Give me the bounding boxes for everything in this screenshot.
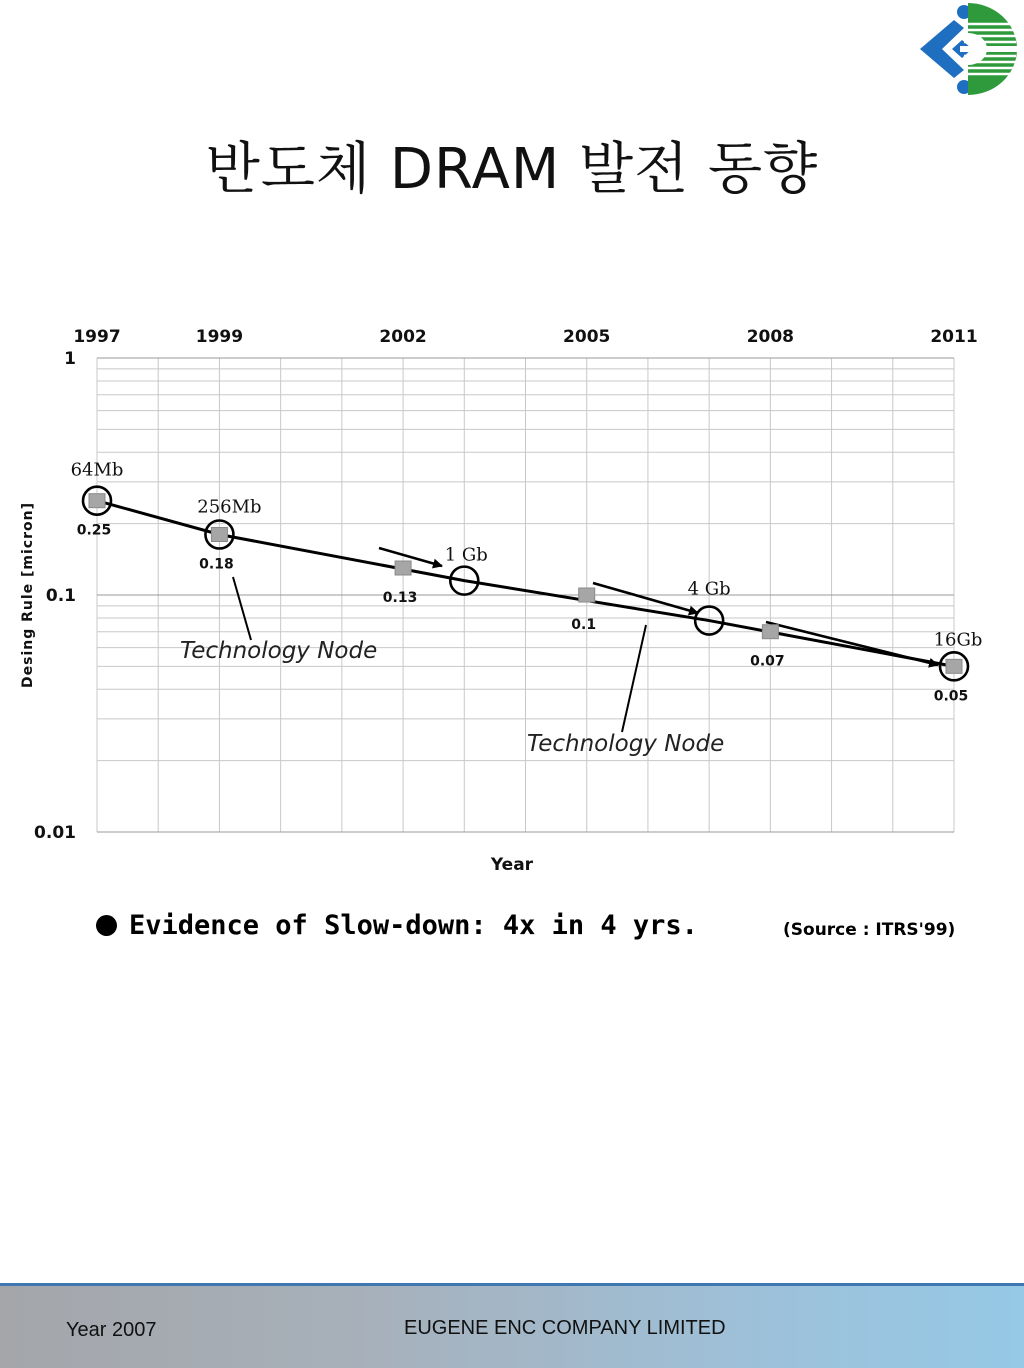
design-rule-value-label: 0.07 — [750, 653, 785, 670]
design-rule-marker — [579, 588, 595, 602]
x-tick-label: 1999 — [195, 327, 244, 347]
design-rule-marker — [762, 625, 778, 639]
evidence-text: Evidence of Slow-down: 4x in 4 yrs. — [129, 910, 698, 941]
bullet-icon — [96, 915, 117, 936]
x-tick-label: 2011 — [930, 327, 978, 347]
source-note: (Source : ITRS'99) — [783, 920, 956, 940]
x-tick-label: 2002 — [379, 327, 427, 347]
pointer-tech-node-2 — [622, 625, 646, 732]
technology-node-label: 1 Gb — [444, 544, 488, 566]
design-rule-marker — [395, 561, 411, 575]
chart-grid — [97, 358, 954, 832]
evidence-line — [96, 910, 698, 941]
design-rule-value-label: 0.18 — [199, 556, 234, 573]
technology-node-label: 4 Gb — [687, 578, 731, 600]
design-rule-marker — [211, 528, 227, 542]
x-tick-label: 1997 — [73, 327, 121, 347]
dram-design-rule-chart — [0, 300, 1024, 890]
design-rule-marker — [946, 659, 962, 673]
x-axis-title: Year — [490, 855, 534, 875]
y-tick-label: 0.01 — [34, 823, 76, 843]
company-logo-icon — [912, 2, 1020, 96]
technology-node-label: 16Gb — [933, 629, 983, 651]
design-rule-marker — [89, 494, 105, 508]
technology-node-annotation-2: Technology Node — [527, 731, 725, 757]
page-title: 반도체 DRAM 발전 동향 — [205, 137, 819, 202]
pointer-tech-node-1 — [233, 577, 251, 640]
design-rule-value-label: 0.05 — [933, 688, 969, 705]
x-tick-label: 2005 — [563, 327, 611, 347]
technology-node-label: 256Mb — [197, 496, 262, 518]
technology-node-label: 64Mb — [70, 459, 124, 481]
design-rule-value-label: 0.1 — [571, 617, 597, 633]
technology-node-annotation-1: Technology Node — [180, 638, 378, 664]
y-tick-label: 0.1 — [45, 586, 76, 606]
ticks — [34, 327, 978, 843]
footer-bar — [0, 1283, 1024, 1368]
design-rule-value-label: 0.13 — [382, 589, 418, 606]
footer-year: Year 2007 — [66, 1319, 157, 1341]
arrow-4gb — [593, 583, 698, 613]
y-tick-label: 1 — [64, 349, 76, 369]
design-rule-value-label: 0.25 — [76, 522, 112, 539]
footer-company: EUGENE ENC COMPANY LIMITED — [404, 1317, 726, 1339]
x-tick-label: 2008 — [746, 327, 795, 347]
series — [71, 460, 983, 705]
y-axis-title: Desing Rule [micron] — [20, 502, 36, 688]
